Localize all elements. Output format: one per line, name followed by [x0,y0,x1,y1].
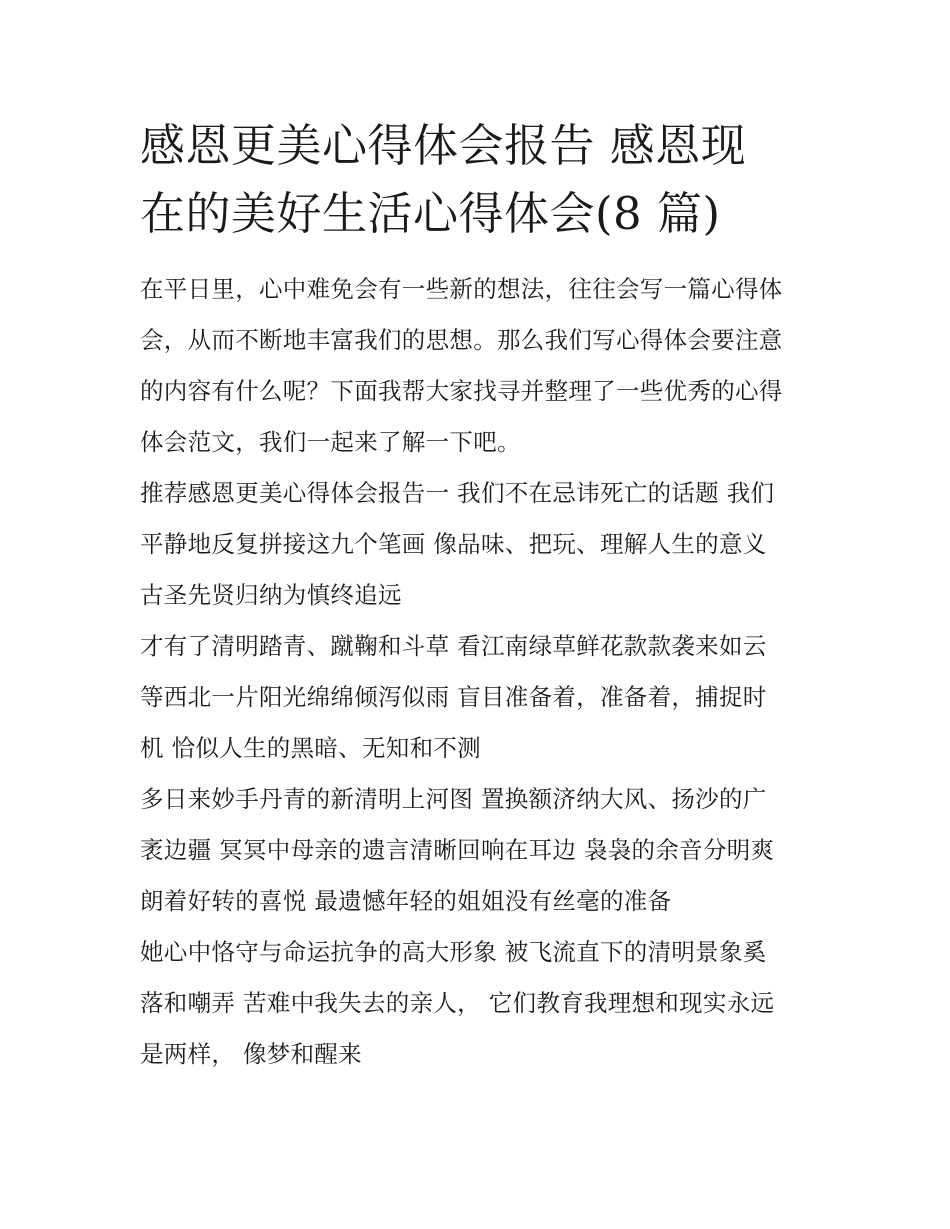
intro-paragraph [140,264,820,468]
text-line: 推荐感恩更美心得体会报告一 我们不在忌讳死亡的话题 我们 [140,479,775,507]
text-line: 古圣先贤归纳为慎终追远 [140,581,402,609]
poem-stanza-2 [140,621,820,774]
text-line: 她心中恪守与命运抗争的高大形象 被飞流直下的清明景象奚 [140,938,767,966]
poem-stanza-1 [140,468,820,621]
poem-stanza-4 [140,927,820,1080]
text-line: 多日来妙手丹青的新清明上河图 置换额济纳大风、扬沙的广 [140,785,767,813]
title-line-2: 在的美好生活心得体会(8 篇) [140,187,721,240]
text-line: 朗着好转的喜悦 最遗憾年轻的姐姐没有丝毫的准备 [140,887,672,915]
text-line: 落和嘲弄 苦难中我失去的亲人， 它们教育我理想和现实永远 [140,989,775,1017]
document-title [140,112,820,248]
text-line: 是两样， 像梦和醒来 [140,1040,362,1068]
document-page [140,112,820,1080]
text-line: 在平日里，心中难免会有一些新的想法，往往会写一篇心得体 [140,275,783,303]
text-line: 才有了清明踏青、蹴鞠和斗草 看江南绿草鲜花款款袭来如云 [140,632,767,660]
text-line: 体会范文，我们一起来了解一下吧。 [140,428,521,456]
document-body [140,264,820,1080]
title-line-1: 感恩更美心得体会报告 感恩现 [140,119,747,172]
text-line: 会，从而不断地丰富我们的思想。那么我们写心得体会要注意 [140,326,783,354]
text-line: 等西北一片阳光绵绵倾泻似雨 盲目准备着，准备着，捕捉时 [140,683,767,711]
text-line: 平静地反复拼接这九个笔画 像品味、把玩、理解人生的意义 [140,530,767,558]
text-line: 的内容有什么呢？下面我帮大家找寻并整理了一些优秀的心得 [140,377,783,405]
text-line: 袤边疆 冥冥中母亲的遗言清晰回响在耳边 袅袅的余音分明爽 [140,836,775,864]
text-line: 机 恰似人生的黑暗、无知和不测 [140,734,481,762]
poem-stanza-3 [140,774,820,927]
